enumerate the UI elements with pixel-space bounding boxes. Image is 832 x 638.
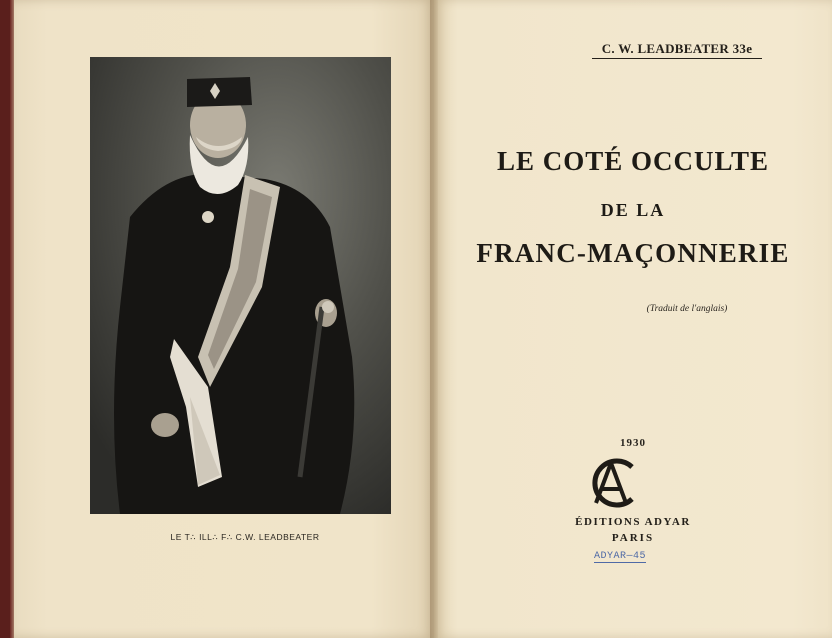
book-title-line-2: DE LA	[600, 200, 666, 220]
publisher-name: ÉDITIONS ADYAR	[575, 516, 691, 528]
portrait-caption: LE T∴ ILL∴ F∴ C.W. LEADBEATER	[170, 532, 320, 542]
publication-year: 1930	[620, 437, 646, 449]
portrait-illustration	[90, 57, 391, 514]
translation-note: (Traduit de l'anglais)	[646, 304, 728, 314]
stamp-text: ADYAR—45	[593, 551, 646, 562]
adyar-monogram-icon	[582, 455, 640, 511]
book-title-line-3: FRANC-MAÇONNERIE	[476, 238, 790, 268]
book-title-line-1: LE COTÉ OCCULTE	[496, 146, 770, 176]
publisher-city: PARIS	[611, 532, 655, 544]
author-name: C. W. LEADBEATER 33e	[592, 41, 762, 59]
portrait-photo	[90, 57, 391, 514]
library-stamp	[580, 551, 660, 562]
